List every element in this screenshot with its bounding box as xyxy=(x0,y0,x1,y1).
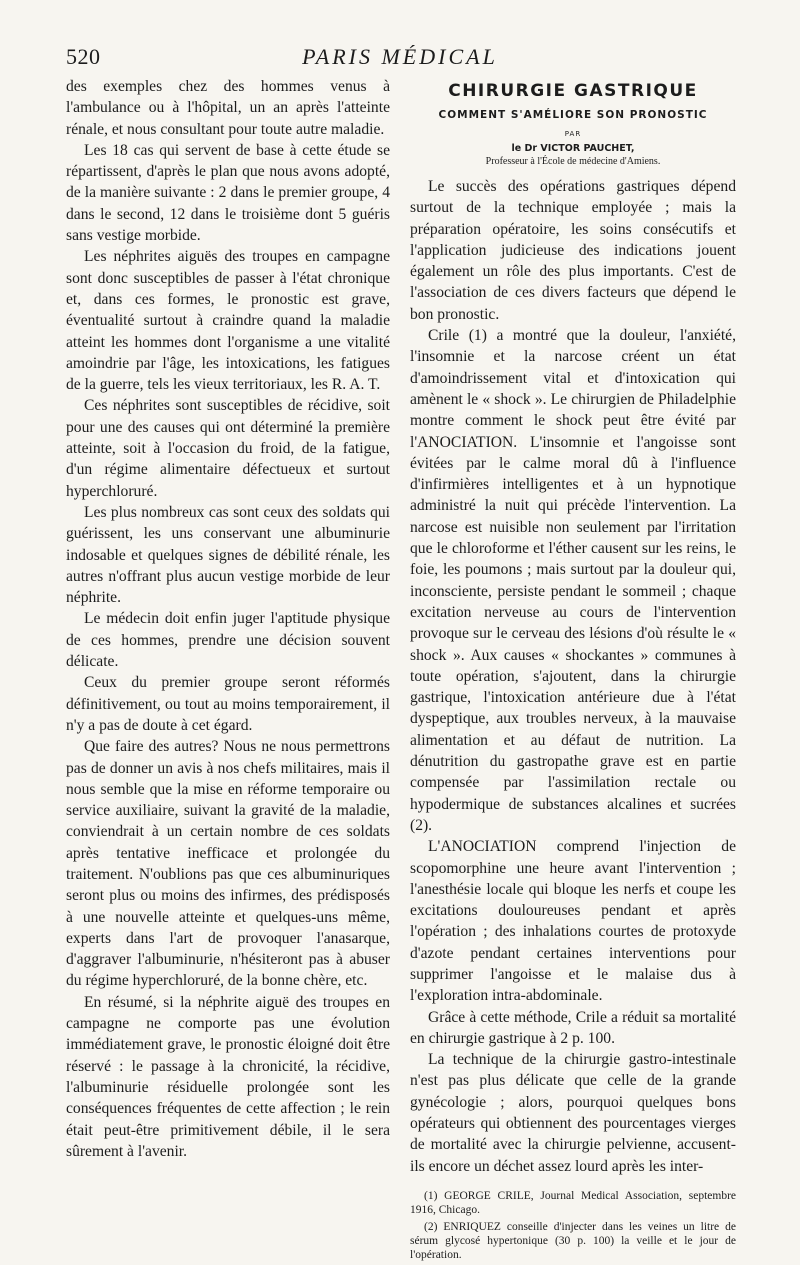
byline-author: le Dr VICTOR PAUCHET, xyxy=(511,143,635,154)
left-paragraph-5: Les plus nombreux cas sont ceux des soldats qui guérissent, les uns conservant une albuminurie indosable et quelques signes de débilité rénale, les autres n'offrant plus aucun vestige morbide de leur néphrite. xyxy=(66,503,390,607)
right-paragraph-3: L'ANOCIATION comprend l'injection de scopomorphine une heure avant l'intervention ; l'anesthésie locale qui bloque les nerfs et coupe les excitations douloureuses pendant et après l'opération ; des inhalations courtes de protoxyde d'azote pendant certaines interventions pour supprimer l'angoisse et le malaise dus à l'exploration intra-abdominale. xyxy=(410,838,736,1005)
left-paragraph-6: Le médecin doit enfin juger l'aptitude physique de ces hommes, prendre une décision souvent délicate. xyxy=(66,610,390,671)
right-paragraph-5: La technique de la chirurgie gastro-intestinale n'est pas plus délicate que celle de la grande gynécologie ; alors, pourquoi quelques bons opérateurs qui obtiennent des pourcentages vierges de mortalité avec la chirurgie pelvienne, accusent-ils encore un déchet assez lourd après les inter- xyxy=(410,1051,736,1175)
right-paragraph-2: Crile (1) a montré que la douleur, l'anxiété, l'insomnie et la narcose créent un état d'amoindrissement vital et d'intoxication qui amènent le « shock ». Le chirurgien de Philadelphie montre comment le shock peut être évité par l'ANOCIATION. L'insomnie et l'angoisse sont évitées par le calme moral dû à l'influence d'infirmières intelligentes et à un hypnotique administré la nuit qui précède l'intervention. La narcose est nuisible non seulement par l'irritation que le chloroforme et l'éther causent sur les reins, le foie, les poumons ; mais surtout par la douleur qui, inconsciente, persiste pendant le sommeil ; chaque excitation nerveuse au cours de l'intervention provoque sur le cerveau des lésions d'où résulte le « shock ». Aux causes « shockantes » communes à toute opération, s'ajoutent, dans la chirurgie gastrique, l'intoxication antérieure due à l'état dyspeptique, aux troubles nerveux, à la mauvaise alimentation et au défaut de nutrition. La dénutrition du gastropathe grave est en partie compensée par l'assimilation rectale ou hypodermique de substances alcalines et sucrées (2). xyxy=(410,327,736,834)
article-title: CHIRURGIE GASTRIQUE xyxy=(448,81,698,101)
right-column xyxy=(410,76,736,1265)
right-paragraph-1: Le succès des opérations gastriques dépend surtout de la technique employée ; mais la préparation opératoire, les soins consécutifs et l'application judicieuse des indications jouent également un rôle des plus importants. C'est de l'association de ces divers facteurs que dépend le bon pronostic. xyxy=(410,178,736,323)
left-paragraph-7: Ceux du premier groupe seront réformés définitivement, ou tout au moins temporairement, il n'y a pas de doute à cet égard. xyxy=(66,674,390,734)
footnote-2: (2) ENRIQUEZ conseille d'injecter dans les veines un litre de sérum glycosé hypertonique (30 p. 100) la veille et le jour de l'opération. xyxy=(410,1220,736,1261)
byline-par: PAR xyxy=(564,130,582,138)
left-paragraph-8: Que faire des autres? Nous ne nous permettrons pas de donner un avis à nos chefs militaires, mais il nous semble que la mise en réforme temporaire ou service auxiliaire, suivant la gravité de la maladie, conviendrait à un certain nombre de ces soldats après tentative inefficace et prolongée du traitement. N'oublions pas que ces albuminuriques seront plus ou moins des infirmes, des prédisposés à une nouvelle atteinte et quelques-uns même, experts dans l'art de provoquer l'anasarque, d'aggraver l'albuminurie, n'hésiteront pas à abuser du régime hyperchloruré, de la bonne chère, etc. xyxy=(66,738,390,990)
left-paragraph-2: Les 18 cas qui servent de base à cette étude se répartissent, d'après le plan que nous avons adopté, de la manière suivante : 2 dans le premier groupe, 4 dans le second, 12 dans le troisième dont 5 guéris sans vestige morbide. xyxy=(66,141,390,245)
byline-affiliation: Professeur à l'École de médecine d'Amiens. xyxy=(485,156,661,167)
left-paragraph-3: Les néphrites aiguës des troupes en campagne sont donc susceptibles de passer à l'état chronique et, dans ces formes, le pronostic est grave, éventualité surtout à craindre quand la maladie atteint les hommes dont l'organisme a une vitalité amoindrie par l'âge, les intoxications, les fatigues de la guerre, tels les vieux territoriaux, les R. A. T. xyxy=(66,248,390,394)
page-number: 520 xyxy=(66,44,101,69)
left-column xyxy=(66,76,390,1162)
right-paragraph-4: Grâce à cette méthode, Crile a réduit sa mortalité en chirurgie gastrique à 2 p. 100. xyxy=(410,1008,736,1047)
left-paragraph-9: En résumé, si la néphrite aiguë des troupes en campagne ne comporte pas une évolution immédiatement grave, le pronostic éloigné doit être réservé : le passage à la chronicité, la récidive, l'albuminurie résiduelle prolongée sont les conséquences fréquentes de cette affection ; le rein était peut-être primitivement débile, il le sera sûrement à l'avenir. xyxy=(66,993,390,1160)
running-head: PARIS MÉDICAL xyxy=(302,44,498,69)
footnote-1: (1) GEORGE CRILE, Journal Medical Association, septembre 1916, Chicago. xyxy=(410,1189,736,1216)
left-paragraph-4: Ces néphrites sont susceptibles de récidive, soit pour une des causes qui ont déterminé la première atteinte, soit à l'occasion du froid, de la fatigue, d'un régime alimentaire défectueux et surtout hyperchloruré. xyxy=(66,397,390,500)
footnotes xyxy=(410,1189,736,1262)
article-subtitle: COMMENT S'AMÉLIORE SON PRONOSTIC xyxy=(438,109,708,121)
left-paragraph-1: des exemples chez des hommes venus à l'ambulance ou à l'hôpital, un an après l'atteinte rénale, et nous consultant pour toute autre maladie. xyxy=(66,78,390,138)
